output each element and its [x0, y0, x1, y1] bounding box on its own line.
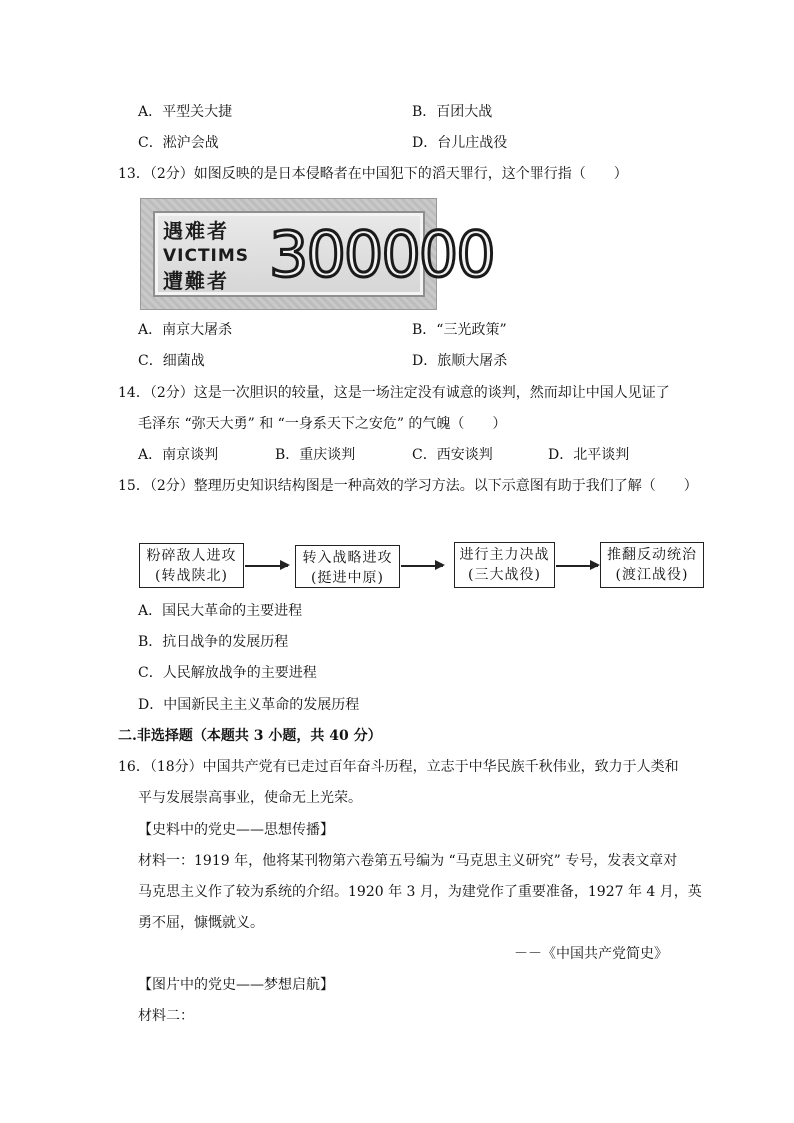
flow-box-2: [295, 545, 400, 588]
flow-box-3-subtitle: (三大战役): [468, 567, 541, 583]
q13-option-d: D．旅顺大屠杀: [412, 353, 508, 369]
plaque-victim-number: 300000: [269, 218, 494, 291]
q16-source: －－《中国共产党简史》: [514, 946, 668, 962]
flow-box-1-title: 粉碎敌人进攻: [146, 548, 237, 564]
q13-option-c: C．细菌战: [138, 353, 205, 369]
q12-option-b: B．百团大战: [412, 104, 493, 120]
victims-plaque-photo: [140, 198, 494, 310]
q14-stem-line2: 毛泽东 “弥天大勇” 和 “一身系天下之安危” 的气魄（ ）: [138, 416, 507, 432]
q14-option-b: B．重庆谈判: [275, 447, 356, 463]
q16-material1-line2: 马克思主义作了较为系统的介绍。1920 年 3 月，为建党作了重要准备，1927 年 4 月，英: [138, 884, 702, 900]
plaque-label-japanese: 遭難者: [163, 269, 229, 293]
q16-heading-ideas: 【史料中的党史——思想传播】: [138, 822, 334, 838]
q15-stem: 15．（2分）整理历史知识结构图是一种高效的学习方法。以下示意图有助于我们了解（ ）: [118, 478, 698, 494]
q15-option-c: C．人民解放战争的主要进程: [138, 665, 317, 681]
flow-arrow-2: [401, 565, 443, 567]
victims-plaque: [153, 211, 494, 297]
q16-stem-line1: 16．（18分）中国共产党有已走过百年奋斗历程，立志于中华民族千秋伟业，致力于人类和: [118, 759, 679, 775]
q14-option-c: C．西安谈判: [412, 447, 493, 463]
flow-box-4-subtitle: (渡江战役): [615, 567, 689, 583]
flow-arrow-1: [245, 565, 288, 567]
flow-box-3-title: 进行主力决战: [459, 547, 550, 563]
q13-option-a: A．南京大屠杀: [138, 322, 233, 338]
flow-arrow-3: [556, 565, 598, 567]
section-heading: 二.非选择题（本题共 3 小题，共 40 分）: [118, 728, 382, 744]
flow-box-1-subtitle: (转战陕北): [155, 568, 228, 584]
q16-heading-dream: 【图片中的党史——梦想启航】: [138, 977, 334, 993]
q13-option-b: B．“三光政策”: [412, 322, 507, 338]
q12-option-c: C．淞沪会战: [138, 135, 219, 151]
q15-option-d: D．中国新民主主义革命的发展历程: [138, 697, 360, 713]
flow-box-2-subtitle: (挺进中原): [311, 570, 384, 586]
plaque-label-english: VICTIMS: [163, 246, 250, 266]
q16-stem-line2: 平与发展崇高事业，使命无上光荣。: [138, 790, 362, 806]
q15-option-a: A．国民大革命的主要进程: [138, 603, 303, 619]
flow-box-1: [139, 543, 244, 588]
q14-option-a: A．南京谈判: [138, 447, 219, 463]
q14-option-d: D．北平谈判: [548, 447, 630, 463]
q14-stem-line1: 14．（2分）这是一次胆识的较量，这是一场注定没有诚意的谈判，然而却让中国人见证了: [118, 385, 670, 401]
flow-box-4-title: 推翻反动统治: [607, 547, 697, 563]
flow-box-4: [600, 542, 704, 588]
flow-box-3: [454, 542, 555, 588]
q16-material2-label: 材料二：: [138, 1008, 194, 1024]
plaque-label-chinese: 遇难者: [163, 219, 229, 243]
q12-option-a: A．平型关大捷: [138, 104, 233, 120]
q15-option-b: B．抗日战争的发展历程: [138, 634, 289, 650]
flow-box-2-title: 转入战略进攻: [302, 550, 393, 566]
q12-option-d: D．台儿庄战役: [412, 135, 508, 151]
q13-stem: 13．（2分）如图反映的是日本侵略者在中国犯下的滔天罪行，这个罪行指（ ）: [118, 166, 628, 182]
q16-material1-line1: 材料一：1919 年，他将某刊物第六卷第五号编为 “马克思主义研究” 专号，发表文章对: [138, 853, 678, 869]
q16-material1-line3: 勇不屈，慷慨就义。: [138, 915, 264, 931]
